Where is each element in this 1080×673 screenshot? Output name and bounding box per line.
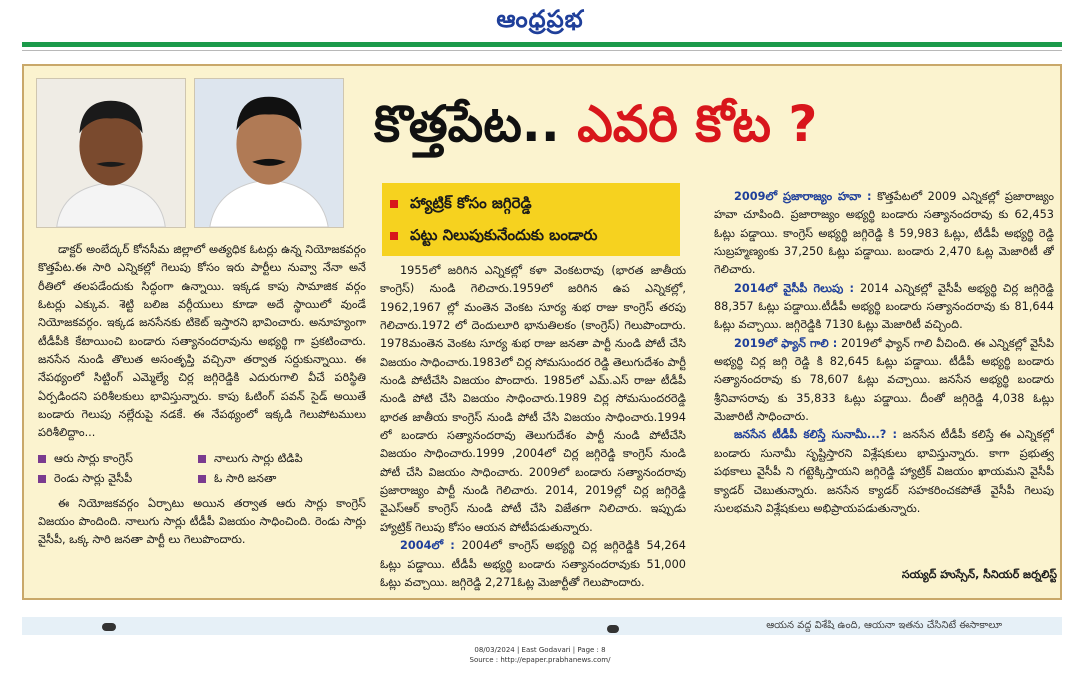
bullet-square-icon	[390, 232, 398, 240]
highlight-text: పట్టు నిలుపుకునేందుకు బండారు	[410, 226, 598, 244]
newspaper-logo: ఆంధ్రప్రభ	[496, 4, 584, 33]
next-article-fragment: ఆయన వద్ద విశేషి ఉంది, ఆయనా ఇతను చేసినిటే ఈసాకాలూ	[766, 620, 1002, 631]
result-2009-paragraph	[714, 188, 1054, 280]
column-1	[38, 241, 366, 595]
result-2019-paragraph	[714, 335, 1054, 427]
highlight-item	[390, 219, 672, 251]
result-2014-paragraph	[714, 280, 1054, 335]
highlights-box	[382, 183, 680, 256]
portrait-icon	[37, 79, 185, 227]
next-article-strip	[22, 617, 1062, 635]
source-link[interactable]: Source : http://epaper.prabhanews.com/	[469, 656, 611, 664]
page-footer	[0, 645, 1080, 665]
dot-icon	[607, 625, 619, 633]
headline-part-2: ఎవరి కోట ?	[577, 95, 818, 153]
result-2004-paragraph	[380, 537, 686, 592]
subhead-2004: 2004లో :	[400, 539, 455, 553]
column-2	[380, 262, 686, 595]
intro-paragraph: డాక్టర్ అంబేద్కర్ కోనసీమ జిల్లాలో అత్యధిక ఓటర్లు ఉన్న నియోజకవర్గం కొత్తపేట.ఈ సారి ఎన్నికల్లో గెలుపు కోసం ఇరు పార్టీలు నువ్వా నేనా అనే రీతిలో తలపడేందుకు సిద్ధంగా ఉన్నాయి. ఇక్కడ కాపు సామాజిక వర్గం ఓటర్లు ఎక్కువ. శెట్టి బలిజ వర్గీయులు కూడా అదే స్థాయిలో వుండే నియోజకవర్గం. ఇక్కడ జనసేనకు టికెట్ ఇస్తారని భావించారు. అనూహ్యంగా టీడీపీకి కేటాయించి బండారు సత్యానందరావును అభ్యర్థి గా ప్రకటించారు. జనసేన నుండి తొలుత అసంతృప్తి వచ్చినా తర్వాత సర్దుకున్నాయి. ఈ నేపథ్యంలో సిట్టింగ్ ఎమ్మెల్యే చిర్ల జగ్గిరెడ్డికి ఎదురుగాలి వీచే పరిస్థితి ఏర్పడిందని పరిశీలకులు భావిస్తున్నారు. కాపు ఓటింగ్ పవన్ సైడ్ అయితే బండారు గెలుపు నల్లేరుపై నడకే. ఈ నేపథ్యంలో ఇక్కడి గెలుపోటములు పరిశీలిద్దాం...	[38, 243, 366, 440]
party-wins-row	[38, 449, 366, 469]
highlight-item	[390, 187, 672, 219]
party-wins-text: ఓ సారి జనతా	[214, 471, 277, 485]
portrait-icon	[195, 79, 343, 227]
party-wins-item	[38, 449, 198, 469]
bullet-square-icon	[198, 475, 206, 483]
bullet-square-icon	[38, 455, 46, 463]
author-byline: సయ్యద్ హుస్సేన్, సీనియర్ జర్నలిస్ట్	[901, 568, 1057, 581]
result-2004-text: 2004లో కాంగ్రెస్ అభ్యర్థి చిర్ల జగ్గిరెడ్డికి 54,264 ఓట్లు పడ్డాయి. టీడీపీ అభ్యర్థి బండారు సత్యానందరావుకు 51,000 ఓట్లు వచ్చాయి. జగ్గిరెడ్డి 2,271ఓట్ల మెజార్టీతో గెలుపొందారు.	[380, 539, 686, 589]
edition-info: 08/03/2024 | East Godavari | Page : 8	[474, 646, 606, 654]
result-2009-text: కొత్తపేటలో 2009 ఎన్నికల్లో ప్రజారాజ్యం హవా చూపింది. ప్రజారాజ్యం అభ్యర్థి బండారు సత్యానందరావు కు 62,453 ఓట్లు పడ్డాయి. కాంగ్రెస్ అభ్యర్థి జగ్గిరెడ్డి కి 59,983 ఓట్లు, టీడీపీ అభ్యర్థి రెడ్డి సుబ్రహ్మణ్యంకు 37,250 ఓట్లు పడ్డాయి. బండారు 2,470 ఓట్ల మెజారిటీ తో గెలిచారు.	[714, 190, 1054, 277]
alliance-paragraph	[714, 426, 1054, 518]
dot-icon	[102, 623, 116, 631]
masthead-rule	[22, 42, 1062, 47]
alliance-text: జనసేన టీడీపీ కలిస్తే ఈ ఎన్నికల్లో బండారు సునామీ సృష్టిస్తారని విశ్లేషకులు భావిస్తున్నారు. కాగా ప్రభుత్వ పథకాలు వైసీపీ ని గట్టెక్కిస్తాయని జగ్గిరెడ్డి హ్యాట్రిక్ విజయం ఖాయమని వైసీపీ క్యాడర్ చెబుతున్నారు. జనసేన క్యాడర్ సహకరించకపోతే వైసీపీ గెలుపు సులభమని విశ్లేషకులు అభిప్రాయపడుతున్నారు.	[714, 428, 1054, 515]
headline	[374, 84, 1064, 164]
outro-paragraph: ఈ నియోజకవర్గం ఏర్పాటు అయిన తర్వాత ఆరు సార్లు కాంగ్రెస్ విజయం పొందింది. నాలుగు సార్లు టీడీపీ విజయం సాధించింది. రెండు సార్లు వైసీపీ, ఒక్క సారి జనతా పార్టీ లు గెలుపొందారు.	[38, 496, 366, 547]
result-2014-text: 2014 ఎన్నికల్లో వైసీపీ అభ్యర్థి చిర్ల జగ్గిరెడ్డి 88,357 ఓట్లు పడ్డాయి.టీడీపీ అభ్యర్థి బండారు సత్యానందరావు కు 81,644 ఓట్లు వచ్చాయి. జగ్గిరెడ్డికి 7130 ఓట్లు మెజారిటీ వచ్చింది.	[714, 281, 1054, 332]
result-2019-text: 2019లో ఫ్యాన్ గాలి వీచింది. ఈ ఎన్నికల్లో వైసీపి అభ్యర్థి చిర్ల జగ్గి రెడ్డి కి 82,645 ఓట్లు పడ్డాయి. టీడీపీ అభ్యర్థి బండారు సత్యానందరావు కు 78,607 ఓట్లు వచ్చాయి. జనసేన అభ్యర్థి బండారు శ్రీనివాసరావు కు 35,833 ఓట్లు పడ్డాయి. దీంతో జగ్గిరెడ్డి 4,038 ఓట్లు మెజారిటీ సాధించారు.	[714, 336, 1054, 424]
party-wins-text: రెండు సార్లు వైసీపీ	[54, 471, 133, 485]
article-panel	[22, 64, 1062, 600]
party-wins-text: ఆరు సార్లు కాంగ్రెస్	[54, 451, 133, 465]
headline-part-1: కొత్తపేట..	[374, 95, 578, 153]
subhead-alliance: జనసేన టీడీపీ కలిస్తే సునామీ...? :	[734, 428, 898, 442]
party-wins-item	[38, 469, 198, 489]
bullet-square-icon	[390, 200, 398, 208]
masthead	[0, 0, 1080, 40]
candidate-photo-left	[36, 78, 186, 228]
bullet-square-icon	[38, 475, 46, 483]
column-3	[714, 188, 1054, 558]
bullet-square-icon	[198, 455, 206, 463]
party-wins-text: నాలుగు సార్లు టిడిపి	[214, 451, 303, 465]
history-paragraph: 1955లో జరిగిన ఎన్నికల్లో కళా వెంకటరావు (భారత జాతీయ కాంగ్రెస్) నుండి గెలిచారు.1959లో జరిగిన ఉప ఎన్నికల్లో, 1962,1967 ల్లో మంతెన వెంకట సూర్య శుభ రాజు కాంగ్రెస్ తరపు గెలిచారు.1972 లో దెందులూరి భానుతిలకం (కాంగ్రెస్) గెలుపొందారు. 1978మంతెన వెంకట సూర్య శుభ రాజు జనతా పార్టీ నుండి పోటీ చేసి విజయం సాధించారు.1983లో చిర్ల సోమసుందర రెడ్డి తెలుగుదేశం పార్టీ నుండి పోటీచేసి విజయం పొందారు. 1985లో ఎమ్.ఎస్ రాజు టీడీపీ నుండి పోటి చేసి విజయం సాధించారు.1989 చిర్ల సోమసుందరరెడ్డి భారత జాతీయ కాంగ్రెస్ నుండి పోటీ చేసి విజయం సాధించారు.1994 లో బండారు సత్యానందరావు తెలుగుదేశం పార్టీ నుండి పోటీచేసి విజయం సాధించారు.1999 ,2004లో చిర్ల జగ్గిరెడ్డి కాంగ్రెస్ నుండి పోటీ చేసి విజయం సాధించారు. 2009లో బండారు సత్యానందరావు ప్రజారాజ్యం పార్టీ నుండి గెలిచారు. 2014, 2019ల్లో చిర్ల జగ్గిరెడ్డి వైఎస్ఆర్ కాంగ్రెస్ నుండి పోటీ చేసి విజేతగా నిలిచారు. ఇప్పుడు హ్యాట్రిక్ గెలుపు కోసం ఆయన పోటీపడుతున్నారు.	[380, 264, 686, 534]
masthead-thin-rule	[22, 50, 1062, 51]
party-wins-row	[38, 469, 366, 489]
subhead-2019: 2019లో ఫ్యాన్ గాలి :	[734, 336, 838, 350]
party-wins-list	[38, 449, 366, 489]
highlight-text: హ్యాట్రిక్ కోసం జగ్గిరెడ్డి	[410, 194, 532, 212]
party-wins-item	[198, 469, 358, 489]
subhead-2014: 2014లో వైసీపీ గెలుపు :	[734, 281, 855, 295]
party-wins-item	[198, 449, 358, 469]
candidate-photo-right	[194, 78, 344, 228]
subhead-2009: 2009లో ప్రజారాజ్యం హవా :	[734, 190, 872, 203]
